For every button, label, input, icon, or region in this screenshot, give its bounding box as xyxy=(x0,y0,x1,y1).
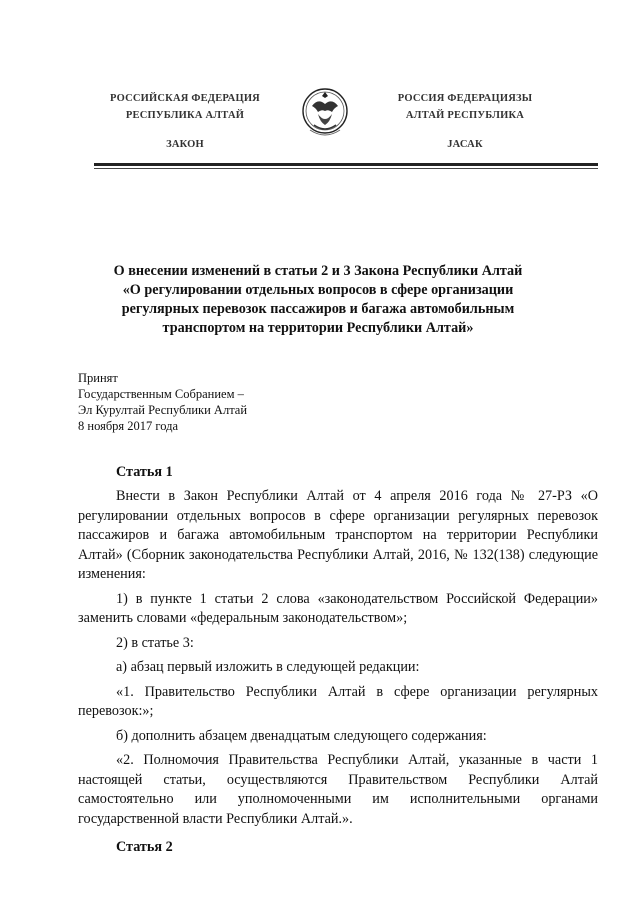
article-1-paragraph: 2) в статье 3: xyxy=(116,634,194,651)
header-right xyxy=(370,90,560,153)
article-1-paragraph: «1. Правительство Республики Алтай в сфере организации регулярных перевозок:»; xyxy=(78,683,598,719)
header-divider-thin xyxy=(94,168,598,169)
header-right-line-1: РОССИЯ ФЕДЕРАЦИЯЗЫ xyxy=(397,93,533,104)
law-title-line: «О регулировании отдельных вопросов в сфере организации xyxy=(122,282,514,298)
article-1-paragraph: 1) в пункте 1 статьи 2 слова «законодательством Российской Федерации» заменить словами «федеральным законодательством»; xyxy=(78,590,598,626)
header-left xyxy=(90,90,280,153)
adoption-line: Государственным Собранием – xyxy=(78,387,244,401)
article-2-heading: Статья 2 xyxy=(116,839,173,855)
law-title-line: транспортом на территории Республики Алтай» xyxy=(162,320,474,336)
article-1-paragraph: а) абзац первый изложить в следующей редакции: xyxy=(116,659,420,675)
article-1-paragraph: б) дополнить абзацем двенадцатым следующего содержания: xyxy=(116,727,487,744)
header-right-line-3: JАСАК xyxy=(447,139,483,150)
article-1-paragraph: «2. Полномочия Правительства Республики Алтай, указанные в части 1 настоящей статьи, осуществляются Правительством Республики Алтай самостоятельно или уполномоченными им исполнительными органами государственной власти Республики Алтай.». xyxy=(78,752,598,827)
adoption-line: Эл Курултай Республики Алтай xyxy=(78,403,248,417)
article-1-paragraph: Внести в Закон Республики Алтай от 4 апреля 2016 года № 27-РЗ «О регулировании отдельных вопросов в сфере организации регулярных перевозок пассажиров и багажа автомобильным транспортом на территории Республики Алтай» (Сборник законодательства Республики Алтай, 2016, № 132(138) следующие изменения: xyxy=(78,488,598,582)
law-title-line: О внесении изменений в статьи 2 и 3 Закона Республики Алтай xyxy=(113,263,523,279)
law-title-line: регулярных перевозок пассажиров и багажа автомобильным xyxy=(121,301,515,317)
coat-of-arms-icon xyxy=(300,84,350,142)
header-left-line-2: РЕСПУБЛИКА АЛТАЙ xyxy=(125,110,245,121)
adoption-note xyxy=(78,370,247,434)
law-title xyxy=(98,262,538,338)
header-right-line-2: АЛТАЙ РЕСПУБЛИКА xyxy=(405,110,525,121)
article-1-heading: Статья 1 xyxy=(116,464,173,480)
law-body xyxy=(78,462,598,857)
header-left-line-1: РОССИЙСКАЯ ФЕДЕРАЦИЯ xyxy=(110,93,260,104)
header-left-line-3: ЗАКОН xyxy=(166,139,204,150)
adoption-date: 8 ноября 2017 года xyxy=(78,419,179,433)
header-divider-thick xyxy=(94,163,598,166)
adoption-line: Принят xyxy=(78,371,118,385)
document-header xyxy=(90,90,560,160)
